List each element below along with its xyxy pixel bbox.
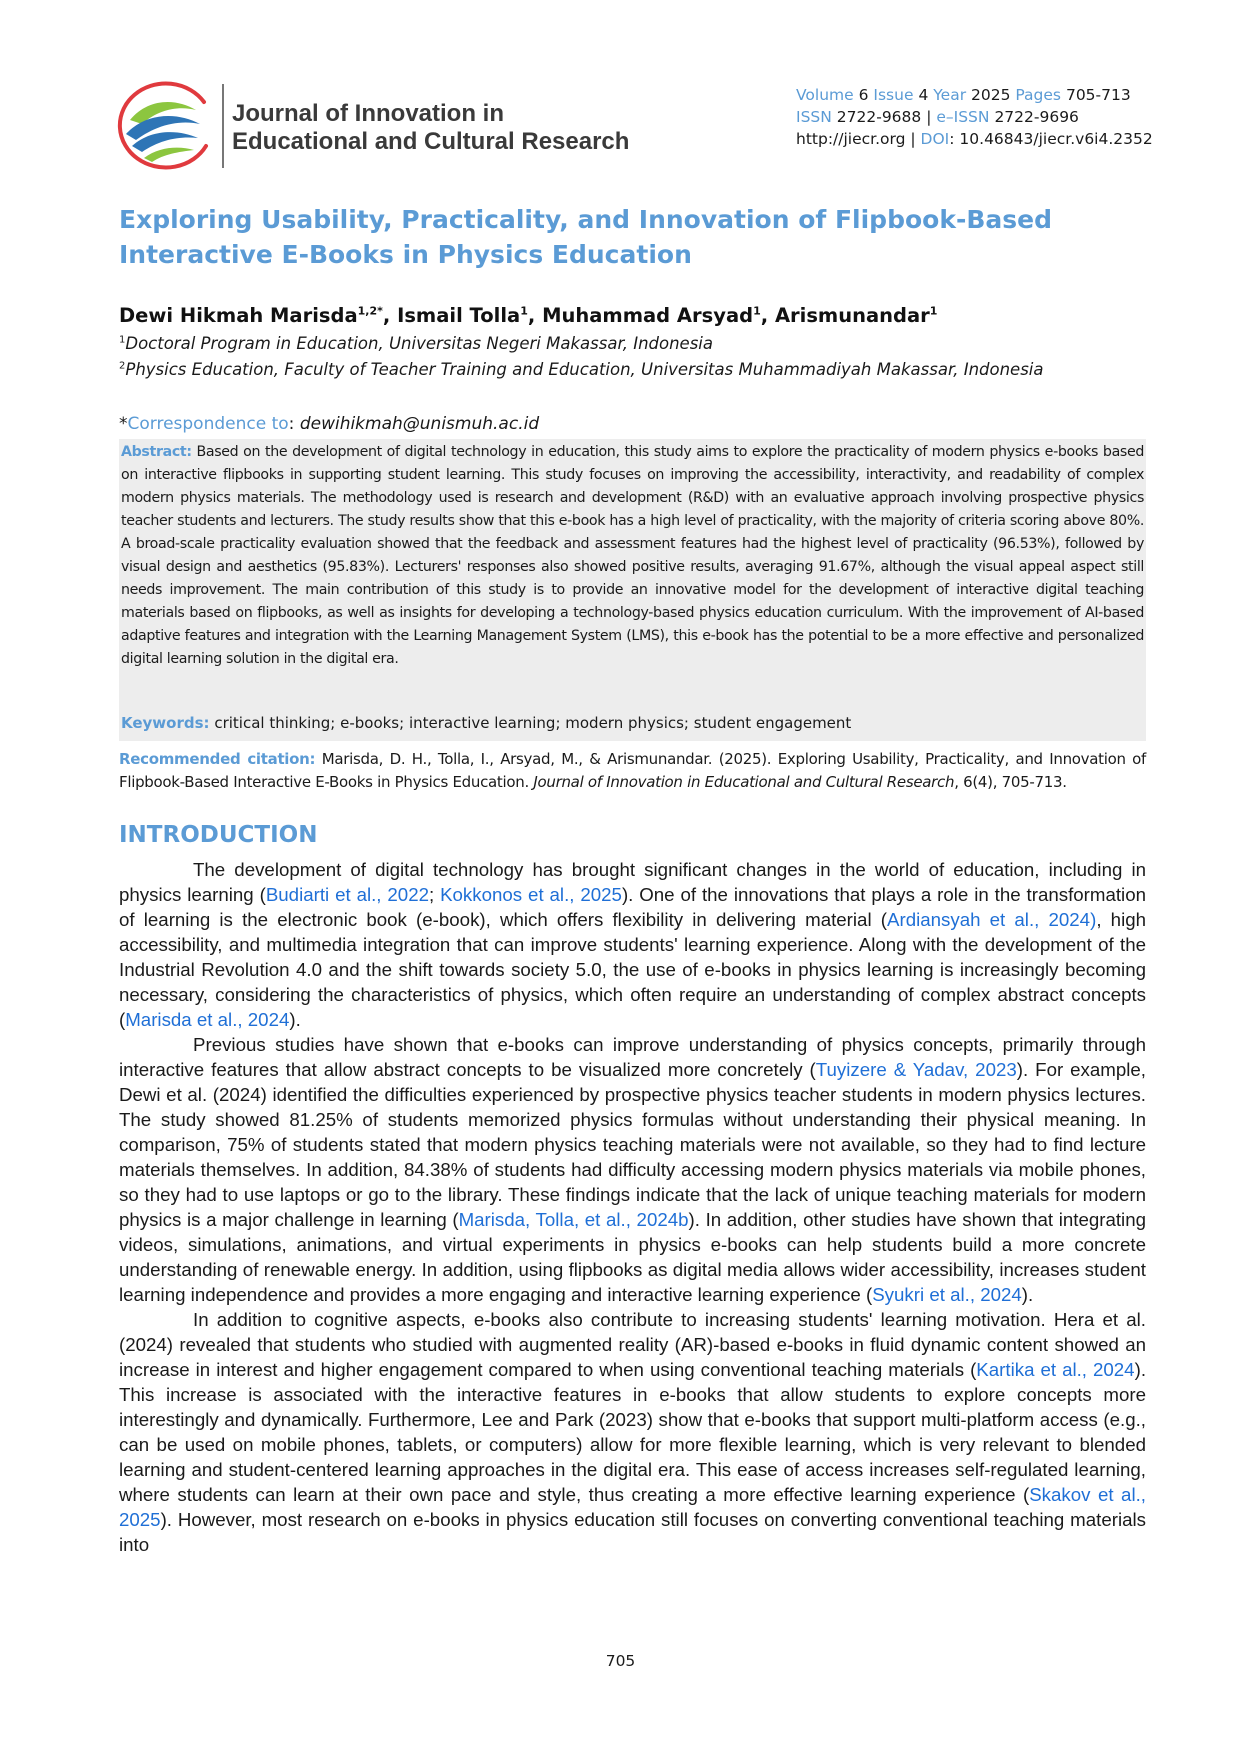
author-list: Dewi Hikmah Marisda$^{1,2*}$, Ismail Tolla$^1$, Muhammad Arsyad$^1$, Arismunandar$^1$	[119, 304, 938, 327]
page-number: 705	[605, 1652, 636, 1670]
author-sup: 1	[520, 304, 528, 318]
pages-label: Pages	[1015, 86, 1062, 104]
eissn-label: e–ISSN	[936, 108, 990, 126]
issn-label: ISSN	[796, 108, 832, 126]
journal-logo-icon	[108, 80, 218, 172]
year-value: 2025	[971, 86, 1011, 104]
author-sup: 1,2*	[357, 304, 383, 318]
year-label: Year	[933, 86, 967, 104]
correspondence-email[interactable]: dewihikmah@unismuh.ac.id	[299, 414, 540, 434]
author-name: Dewi Hikmah Marisda	[119, 304, 358, 327]
author-sup: 1	[753, 304, 761, 318]
abstract	[121, 441, 1144, 671]
affiliation-1	[119, 334, 713, 353]
volume-label: Volume	[796, 86, 854, 104]
citation-link[interactable]: Tuyizere & Yadav, 2023	[815, 1059, 1017, 1080]
doi-link[interactable]: 10.46843/jiecr.v6i4.2352	[959, 130, 1153, 148]
correspondence: *Correspondence to: dewihikmah@unismuh.ac.id	[119, 414, 540, 434]
citation-label: Recommended citation:	[119, 750, 316, 768]
doi-label: DOI	[920, 130, 950, 148]
affiliation-text: Doctoral Program in Education, Universitas Negeri Makassar, Indonesia	[125, 334, 713, 353]
author-sup: 1	[929, 304, 938, 318]
journal-name-line-1: Journal of Innovation in	[232, 100, 504, 127]
citation-link[interactable]: Ardiansyah et al., 2024)	[887, 909, 1097, 930]
paragraph: Previous studies have shown that e-books can improve understanding of physics concepts, primarily through interactive features that allow abstract concepts to be visualized more concretely (Tuyizere & Yadav, 2023). For example, Dewi et al. (2024) identified the difficulties experienced by prospective physics teacher students in modern physics lectures. The study showed 81.25% of students memorized physics formulas without understanding their physical meaning. In comparison, 75% of students stated that modern physics teaching materials were not available, so they had to find lecture materials themselves. In addition, 84.38% of students had difficulty accessing modern physics materials via mobile phones, so they had to use laptops or go to the library. These findings indicate that the lack of unique teaching materials for modern physics is a major challenge in learning (Marisda, Tolla, et al., 2024b). In addition, other studies have shown that integrating videos, simulations, animations, and virtual experiments in physics e-books can help students build a more concrete understanding of renewable energy. In addition, using flipbooks as digital media allows wider accessibility, increases student learning independence and provides a more engaging and interactive learning experience (Syukri et al., 2024).	[119, 1034, 1146, 1305]
affiliation-sup: 1	[119, 334, 126, 346]
volume-value: 6	[858, 86, 869, 104]
author-name: Arismunandar	[774, 304, 930, 327]
volume-line	[796, 84, 1153, 106]
citation-link[interactable]: Skakov et al., 2025	[119, 1484, 1146, 1530]
citation-link[interactable]: Kartika et al., 2024	[976, 1359, 1135, 1380]
paragraph: The development of digital technology has brought significant changes in the world of education, including in physics learning (Budiarti et al., 2022; Kokkonos et al., 2025). One of the innovations that plays a role in the transformation of learning is the electronic book (e-book), which offers flexibility in delivering material (Ardiansyah et al., 2024), high accessibility, and multimedia integration that can improve students' learning experience. Along with the development of the Industrial Revolution 4.0 and the shift towards society 5.0, the use of e-books in physics learning is increasingly becoming necessary, considering the characteristics of physics, which often require an understanding of complex abstract concepts (Marisda et al., 2024).	[119, 859, 1147, 1030]
citation-link[interactable]: Marisda et al., 2024	[125, 1009, 290, 1030]
issn-value: 2722-9688	[836, 108, 922, 126]
citation-link[interactable]: Kokkonos et al., 2025	[440, 884, 622, 905]
citation-link[interactable]: Budiarti et al., 2022	[265, 884, 429, 905]
affiliation-2	[119, 360, 1044, 379]
author-name: Muhammad Arsyad	[542, 304, 754, 327]
keywords-text: critical thinking; e-books; interactive learning; modern physics; student engagement	[214, 714, 852, 732]
article-title: Exploring Usability, Practicality, and Innovation of Flipbook-Based Interactive E-Books in Physics Education	[119, 205, 1052, 269]
citation-text: Marisda, D. H., Tolla, I., Arsyad, M., & Arismunandar. (2025). Exploring Usability, Practicality, and Innovation of Flipbook-Based Interactive E-Books in Physics Education.	[119, 750, 1146, 791]
logo-divider	[222, 84, 224, 168]
keywords-label: Keywords:	[121, 714, 210, 732]
issn-line: ISSN 2722-9688 | e–ISSN 2722-9696	[796, 108, 1079, 126]
journal-url-link[interactable]: http://jiecr.org	[796, 130, 906, 148]
issue-value: 4	[918, 86, 929, 104]
issue-label: Issue	[873, 86, 914, 104]
citation-link[interactable]: Marisda, Tolla, et al., 2024b	[458, 1209, 689, 1230]
citation-link[interactable]: Syukri et al., 2024	[872, 1284, 1022, 1305]
correspondence-star: *	[119, 414, 128, 434]
author-name: Ismail Tolla	[397, 304, 521, 327]
journal-meta	[796, 84, 1153, 150]
journal-name-line-2: Educational and Cultural Research	[232, 128, 630, 155]
affiliation-sup: 2	[119, 360, 126, 372]
affiliation-text: Physics Education, Faculty of Teacher Training and Education, Universitas Muhammadiyah Makassar, Indonesia	[125, 360, 1044, 379]
paragraph: In addition to cognitive aspects, e-books also contribute to increasing students' learning motivation. Hera et al. (2024) revealed that students who studied with augmented reality (AR)-based e-books in fluid dynamic content showed an increase in interest and higher engagement compared to when using conventional teaching materials (Kartika et al., 2024). This increase is associated with the interactive features in e-books that allow students to explore concepts more interestingly and dynamically. Furthermore, Lee and Park (2023) show that e-books that support multi-platform access (e.g., can be used on mobile phones, tablets, or computers) allow for more flexible learning, which is very relevant to blended learning and student-centered learning approaches in the digital era. This ease of access increases self-regulated learning, where students can learn at their own pace and style, thus creating a more effective learning experience (Skakov et al., 2025). However, most research on e-books in physics education still focuses on converting conventional teaching materials into	[119, 1309, 1147, 1555]
eissn-value: 2722-9696	[994, 108, 1079, 126]
url-line: http://jiecr.org | DOI: 10.46843/jiecr.v6i4.2352	[796, 130, 1153, 148]
citation-journal: Journal of Innovation in Educational and Cultural Research	[533, 773, 955, 791]
introduction-body	[119, 857, 1146, 1557]
keywords	[121, 714, 851, 732]
recommended-citation	[119, 748, 1146, 794]
abstract-text: Based on the development of digital technology in education, this study aims to explore the practicality of modern physics e-books based on interactive flipbooks in supporting student learning. This study focuses on improving the accessibility, interactivity, and readability of complex modern physics materials. The methodology used is research and development (R&D) with an evaluative approach involving prospective physics teacher students and lecturers. The study results show that this e-book has a high level of practicality, with the majority of criteria scoring above 80%. A broad-scale practicality evaluation showed that the feedback and assessment features had the highest level of practicality (96.53%), followed by visual design and aesthetics (95.83%). Lecturers' responses also showed positive results, averaging 91.67%, although the visual appeal aspect still needs improvement. The main contribution of this study is to provide an innovative model for the development of interactive digital teaching materials based on flipbooks, as well as insights for developing a technology-based physics education curriculum. With the improvement of AI-based adaptive features and integration with the Learning Management System (LMS), this e-book has the potential to be a more effective and personalized digital learning solution in the digital era.	[121, 444, 1144, 667]
pages-value: 705-713	[1065, 86, 1131, 104]
journal-name	[232, 100, 629, 156]
correspondence-label: Correspondence to	[127, 414, 289, 434]
citation-volume: , 6(4), 705-713.	[954, 773, 1067, 791]
abstract-label: Abstract:	[121, 444, 192, 460]
section-heading-introduction: INTRODUCTION	[119, 822, 318, 848]
